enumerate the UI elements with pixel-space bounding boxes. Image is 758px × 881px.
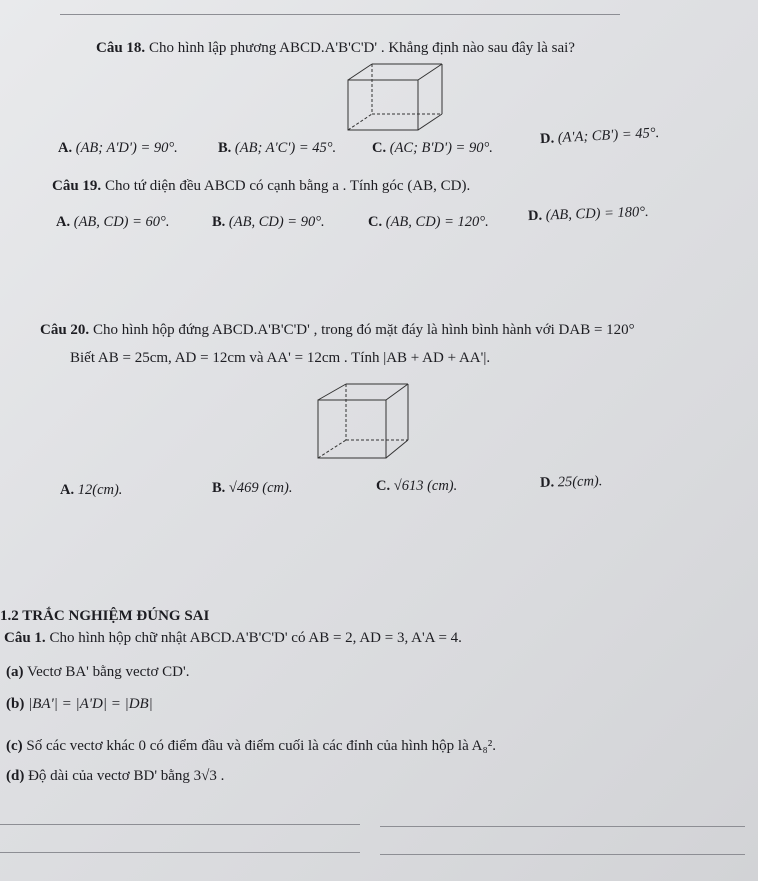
q18-stem: [96, 40, 575, 57]
section-title: 1.2 TRẮC NGHIỆM ĐÚNG SAI: [0, 608, 210, 624]
answer-line-4: [380, 854, 745, 855]
q20-option-a: A. 12(cm).: [60, 482, 123, 498]
section-item-b: (b) |BA'| = |A'D| = |DB|: [6, 696, 153, 712]
q20-stem: [40, 322, 635, 339]
q18-option-c: C. (AC; B'D') = 90°.: [372, 140, 493, 156]
q18-cube-figure: [340, 58, 452, 134]
q18-option-b: B. (AB; A'C') = 45°.: [218, 140, 337, 156]
section-item-a: (a) Vectơ BA' bằng vectơ CD'.: [6, 664, 190, 680]
answer-line-3: [0, 852, 360, 853]
section-q1-stem: Câu 1. Cho hình hộp chữ nhật ABCD.A'B'C'D' có AB = 2, AD = 3, A'A = 4.: [4, 630, 462, 646]
q19-option-a: A. (AB, CD) = 60°.: [56, 214, 170, 230]
answer-line-2: [380, 826, 745, 827]
q19-option-b: B. (AB, CD) = 90°.: [212, 214, 325, 230]
q19-text: Cho tứ diện đều ABCD có cạnh bằng a . Tính góc (AB, CD).: [104, 178, 471, 194]
q20-option-b: B. √469 (cm).: [212, 480, 293, 496]
q20-label: Câu 20.: [40, 322, 90, 338]
answer-line-1: [0, 824, 360, 825]
q20-text: Cho hình hộp đứng ABCD.A'B'C'D' , trong đó mặt đáy là hình bình hành với DAB = 120°: [92, 322, 635, 338]
top-rule: [60, 14, 620, 15]
q20-box-figure: [308, 380, 418, 464]
section-item-c: (c) Số các vectơ khác 0 có điểm đầu và điểm cuối là các đỉnh của hình hộp là A₈².: [6, 738, 496, 754]
q20-option-c: C. √613 (cm).: [376, 478, 458, 494]
q20-given: Biết AB = 25cm, AD = 12cm và AA' = 12cm . Tính |AB + AD + AA'|.: [70, 350, 491, 366]
q19-stem: [52, 178, 470, 195]
q19-option-c: C. (AB, CD) = 120°.: [368, 214, 489, 230]
section-item-d: (d) Độ dài của vectơ BD' bằng 3√3 .: [6, 768, 225, 784]
q20-option-d: D. 25(cm).: [539, 473, 603, 491]
q18-option-a: A. (AB; A'D') = 90°.: [58, 140, 178, 156]
q18-text: Cho hình lập phương ABCD.A'B'C'D' . Khẳng định nào sau đây là sai?: [148, 40, 575, 56]
q19-option-d: D. (AB, CD) = 180°.: [527, 203, 649, 225]
q19-label: Câu 19.: [52, 178, 102, 194]
q18-option-d: D. (A'A; CB') = 45°.: [539, 124, 660, 148]
q18-label: Câu 18.: [96, 40, 146, 56]
